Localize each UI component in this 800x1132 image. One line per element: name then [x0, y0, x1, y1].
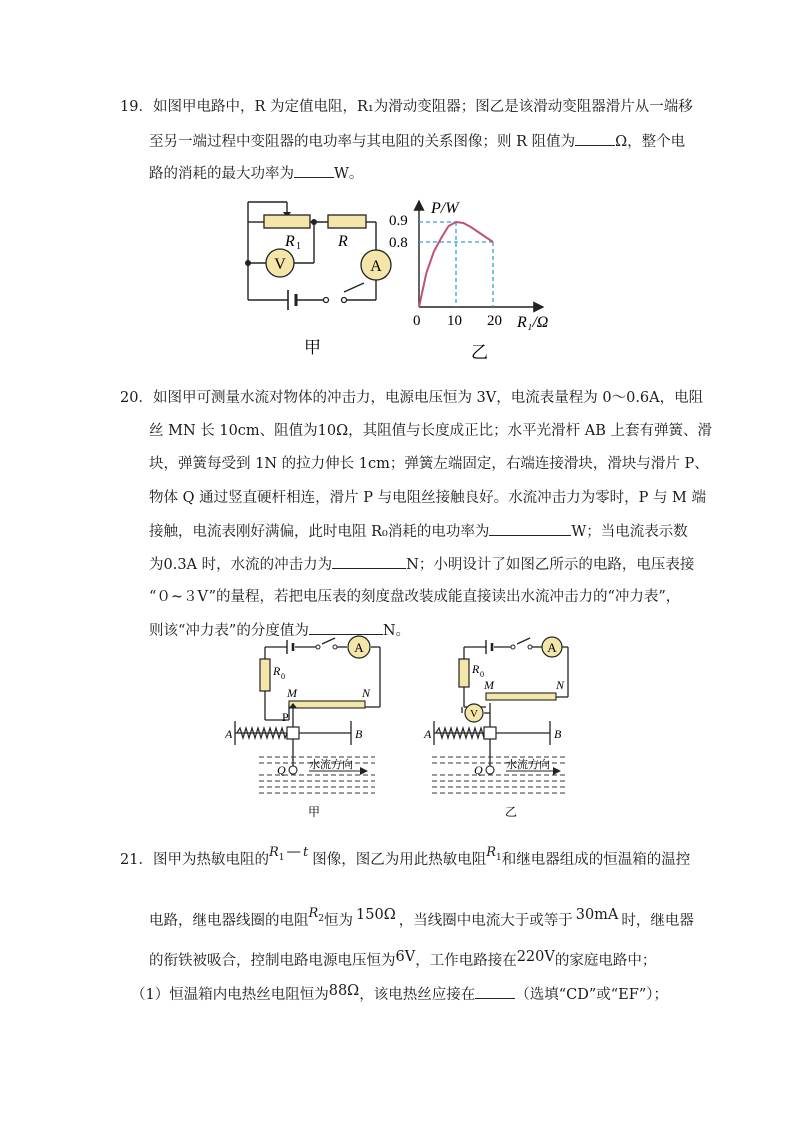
- label-A: A: [424, 727, 432, 741]
- q19-text-1: 如图甲电路中，R 为定值电阻，R₁为滑动变阻器；图乙是该滑动变阻器滑片从一端移: [152, 99, 693, 115]
- resistor-R0: [260, 659, 270, 691]
- caption-jia: 甲: [304, 338, 321, 357]
- q20-blank-force[interactable]: [332, 554, 406, 569]
- caption-yi: 乙: [471, 343, 488, 362]
- q20-text-1: 如图甲可测量水流对物体的冲击力，电源电压恒为 3V，电流表量程为 0～0.6A，电阻: [152, 390, 704, 406]
- q21-line-1: [120, 844, 691, 872]
- label-Q: Q: [277, 763, 286, 777]
- q21-resistance-value: 150Ω: [356, 907, 396, 923]
- water-flow-label: 水流方向: [506, 759, 550, 771]
- q21-current-value: 30mA: [575, 907, 619, 923]
- switch-pivot: [316, 645, 320, 649]
- q21-text-3a: 的衔铁被吸合，控制电路电源电压恒为: [149, 953, 396, 969]
- q21-t-symbol: t: [302, 845, 309, 860]
- slider-block: [484, 727, 496, 739]
- q21-text-2a: 电路，继电器线圈的电阻: [149, 913, 309, 929]
- q19-blank-R[interactable]: [575, 131, 615, 146]
- q21-R1-symbol: R: [268, 845, 279, 860]
- q21-blank-terminal[interactable]: [475, 984, 515, 999]
- q20-text-8b: N。: [382, 623, 411, 639]
- q20-text-6b: N；小明设计了如图乙所示的电路，电压表接: [406, 557, 695, 573]
- q19-power-chart: [385, 195, 570, 365]
- q19-blank-power[interactable]: [294, 163, 334, 178]
- ammeter-label: A: [370, 258, 382, 275]
- q19-line-2: [149, 131, 685, 152]
- label-A: A: [225, 727, 233, 741]
- x-tick-10: 10: [447, 313, 462, 329]
- label-Q: Q: [474, 763, 483, 777]
- caption-jia-q20: 甲: [308, 805, 321, 819]
- q20-text-8a: 则该“冲力表”的分度值为: [149, 623, 309, 639]
- q21-text-4d: （选填“CD”或“EF”）；: [515, 987, 668, 1003]
- q21-text-1f: 图像，图乙为用此热敏电阻: [312, 852, 487, 868]
- q21-R2-sub: 2: [318, 914, 325, 924]
- x-tick-20: 20: [487, 313, 502, 329]
- q19-line-3: [149, 163, 363, 184]
- q21-voltage-6V: 6V: [395, 949, 416, 965]
- q21-text-3c: ，工作电路接在: [415, 953, 517, 969]
- q20-figure-jia: [225, 635, 390, 820]
- label-M: M: [287, 686, 297, 700]
- q21-text-3e: 的家庭电路中；: [554, 953, 657, 969]
- label-B: B: [355, 727, 363, 741]
- switch-contact: [528, 645, 532, 649]
- switch-pivot: [324, 298, 329, 303]
- q21-text-4a: （1）恒温箱内电热丝电阻恒为: [131, 987, 329, 1003]
- switch-pivot: [511, 645, 515, 649]
- label-R1: R: [285, 233, 295, 250]
- label-M: M: [484, 678, 494, 692]
- voltmeter-label: V: [470, 708, 478, 720]
- junction-dot-left: [245, 260, 251, 266]
- q19-circuit-figure: [232, 190, 402, 365]
- q21-text-2d: 恒为: [324, 913, 354, 929]
- q21-R1-sub-2: 1: [496, 853, 502, 863]
- q20-blank-scale[interactable]: [309, 620, 383, 635]
- y-axis-label: P/W: [431, 200, 459, 217]
- voltmeter-label: V: [274, 256, 286, 273]
- water-flow-label: 水流方向: [309, 759, 353, 771]
- label-R0-subscript: 0: [480, 670, 484, 679]
- label-R0: R: [472, 662, 480, 676]
- slider-block: [287, 727, 299, 739]
- q21-R2-symbol: R: [308, 906, 319, 921]
- ammeter-label: A: [547, 640, 557, 655]
- y-tick-0.9: 0.9: [389, 213, 408, 229]
- label-R0-subscript: 0: [281, 672, 285, 681]
- q20-blank-power[interactable]: [489, 521, 571, 536]
- switch-contact: [342, 298, 347, 303]
- label-P: P: [282, 710, 289, 724]
- q21-line-2: [149, 906, 694, 933]
- y-tick-0.8: 0.8: [389, 235, 408, 251]
- q21-text-1i: 和继电器组成的恒温箱的温控: [501, 852, 691, 868]
- caption-yi-q20: 乙: [505, 805, 518, 819]
- q20-line-1: [120, 388, 703, 408]
- q21-heater-resistance: 88Ω: [328, 983, 360, 999]
- q21-line-4: [131, 984, 668, 1005]
- q21-text-1a: 图甲为热敏电阻的: [152, 852, 269, 868]
- q19-text-2a: 至另一端过程中变阻器的电功率与其电阻的关系图像；则 R 阻值为: [149, 134, 576, 150]
- q21-text-2h: 时，继电器: [621, 913, 694, 929]
- resistance-wire-MN: [486, 693, 556, 700]
- q21-text-4c: ，该电热丝应接在: [359, 987, 476, 1003]
- q21-text-2f: ，当线圈中电流大于或等于: [398, 913, 573, 929]
- object-Q: [486, 766, 494, 774]
- rheostat-R1: [264, 215, 310, 228]
- label-R0: R: [273, 664, 281, 678]
- q20-line-3: [149, 454, 709, 474]
- switch-contact: [333, 645, 337, 649]
- q19-number: 19．: [120, 99, 153, 115]
- label-R1-subscript: 1: [296, 241, 301, 252]
- q21-R1-symbol-2: R: [486, 845, 497, 860]
- q20-text-3: 块，弹簧每受到 1N 的拉力伸长 1cm；弹簧左端固定，右端连接滑块，滑块与滑片 P、: [149, 456, 709, 472]
- q21-R1-sub: 1: [278, 853, 285, 863]
- label-N: N: [556, 678, 565, 692]
- q20-text-2: 丝 MN 长 10cm、阻值为10Ω，其阻值与长度成正比；水平光滑杆 AB 上套有弹簧、滑: [149, 423, 712, 439]
- q20-text-4: 物体 Q 通过竖直硬杆相连，滑片 P 与电阻丝接触良好。水流冲击力为零时，P 与 M 端: [149, 490, 707, 506]
- q20-text-5b: W；当电流表示数: [571, 524, 688, 540]
- q21-dash: —: [286, 844, 301, 860]
- ammeter-label: A: [354, 640, 364, 655]
- label-N: N: [362, 686, 371, 700]
- q20-text-5a: 接触，电流表刚好满偏，此时电阻 R₀消耗的电功率为: [149, 524, 490, 540]
- q19-text-2b: Ω，整个电: [615, 134, 686, 150]
- label-B: B: [554, 727, 562, 741]
- q21-number: 21．: [120, 852, 153, 868]
- q20-line-7: [149, 587, 680, 607]
- q20-line-4: [149, 488, 706, 508]
- resistor-R0: [459, 659, 469, 687]
- junction-dot-top: [311, 219, 317, 225]
- object-Q: [289, 766, 297, 774]
- x-axis-label: R₁/Ω: [517, 314, 549, 331]
- q19-text-3a: 路的消耗的最大功率为: [149, 166, 294, 182]
- q20-line-5: [149, 521, 688, 542]
- q20-text-6a: 为0.3A 时，水流的冲击力为: [149, 557, 333, 573]
- q20-line-2: [149, 421, 712, 441]
- q20-text-7: “０~３V”的量程，若把电压表的刻度盘改装成能直接读出水流冲击力的“冲力表”，: [149, 589, 681, 605]
- q21-line-3: [149, 951, 656, 971]
- q19-text-3b: W。: [334, 166, 364, 182]
- q20-number: 20．: [120, 390, 153, 406]
- resistance-wire-MN: [289, 701, 365, 708]
- resistor-R: [328, 215, 366, 228]
- q20-line-6: [149, 554, 694, 575]
- q20-figure-yi: [410, 635, 575, 820]
- q19-line-1: [120, 97, 693, 117]
- q21-voltage-220V: 220V: [516, 949, 555, 965]
- label-R: R: [338, 233, 348, 250]
- x-tick-0: 0: [413, 313, 421, 329]
